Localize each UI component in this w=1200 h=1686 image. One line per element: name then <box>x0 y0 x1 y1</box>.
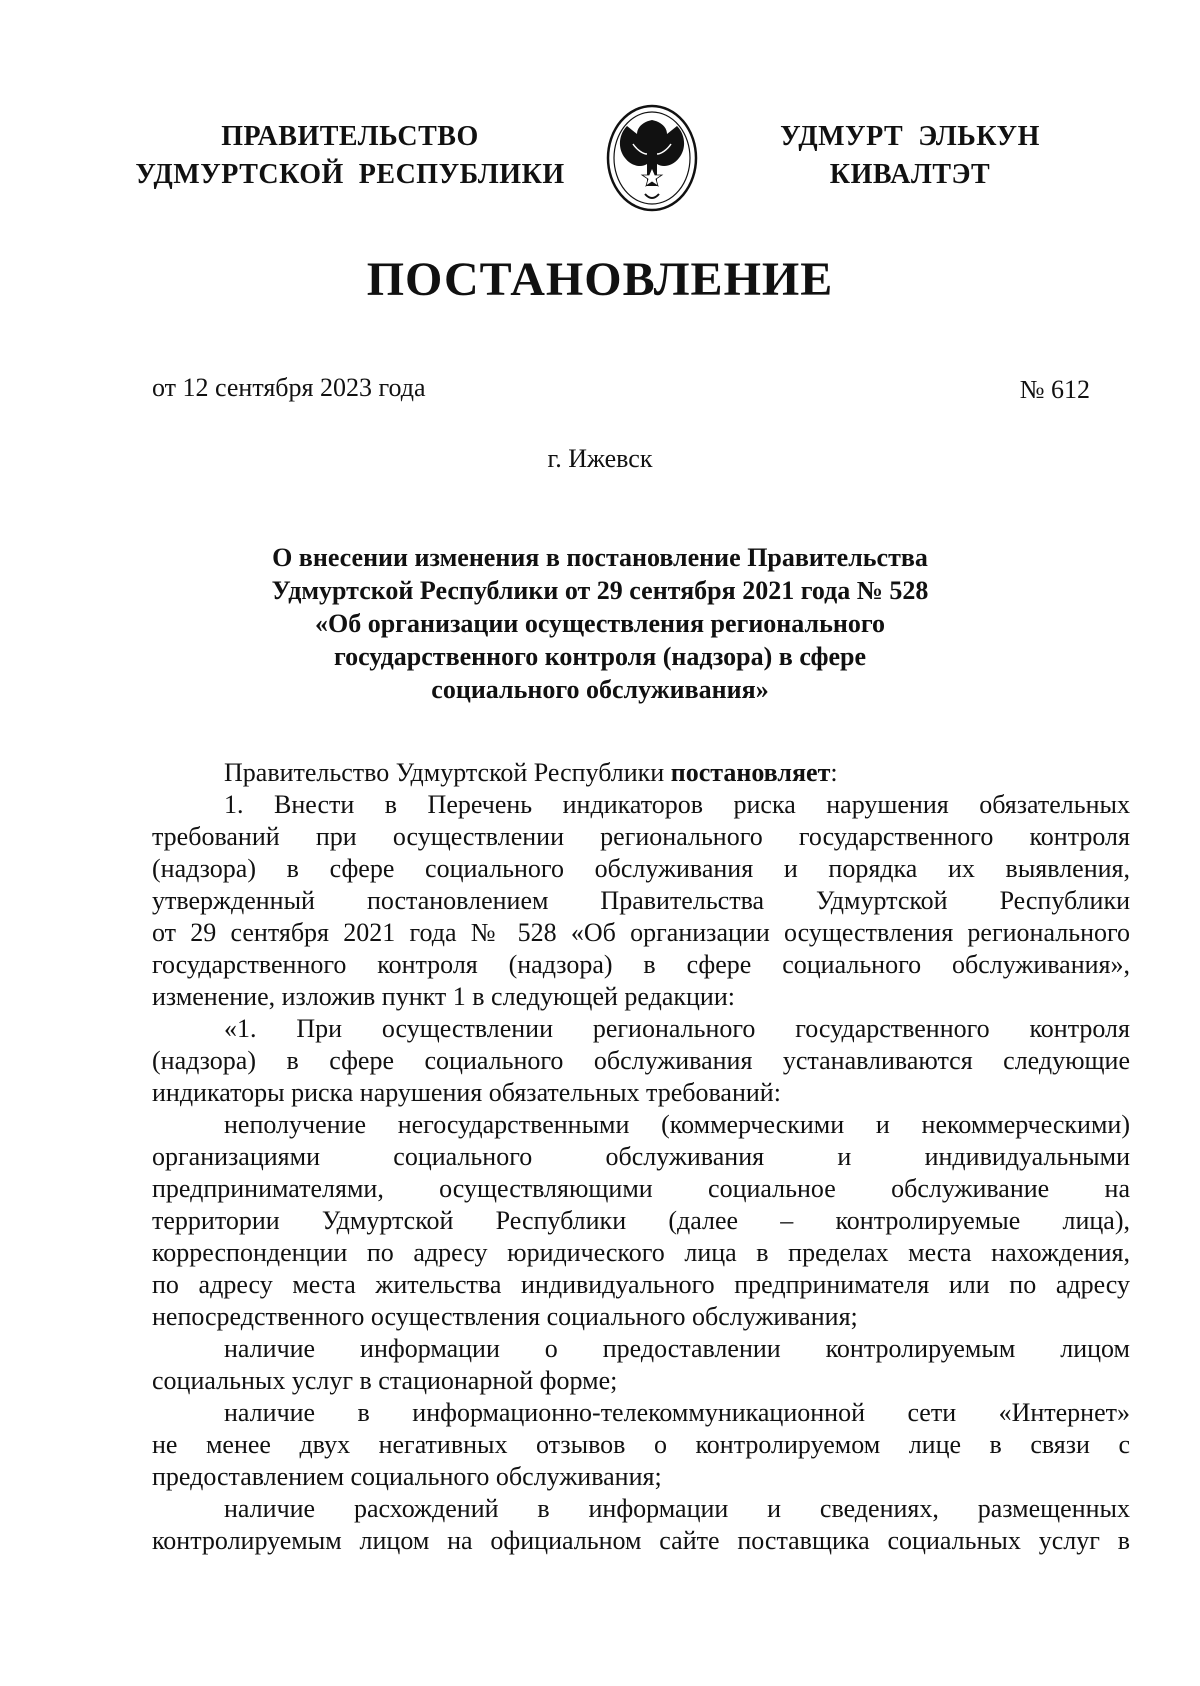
coat-of-arms-icon <box>597 98 707 218</box>
government-name-udmurt <box>760 118 1060 194</box>
subject-line: О внесении изменения в постановление Правительства <box>272 543 928 572</box>
subject-line: социального обслуживания» <box>431 675 769 704</box>
document-subject <box>200 541 1000 706</box>
body-line: от 29 сентября 2021 года № 528 «Об организации осуществления регионального <box>152 918 1130 947</box>
body-line: утвержденный постановлением Правительства Удмуртской Республики <box>152 886 1130 915</box>
body-line: предоставлением социального обслуживания; <box>152 1462 662 1491</box>
intro-keyword: постановляет <box>670 758 831 787</box>
body-line: контролируемым лицом на официальном сайте поставщика социальных услуг в <box>152 1526 1130 1555</box>
body-line: социальных услуг в стационарной форме; <box>152 1366 618 1395</box>
document-type-title: ПОСТАНОВЛЕНИЕ <box>366 253 834 306</box>
intro-colon: : <box>830 758 838 787</box>
document-date: от 12 сентября 2023 года <box>152 373 426 402</box>
body-line: изменение, изложив пункт 1 в следующей редакции: <box>152 982 735 1011</box>
body-line: неполучение негосударственными (коммерческими и некоммерческими) <box>224 1110 1130 1139</box>
body-line: по адресу места жительства индивидуального предпринимателя или по адресу <box>152 1270 1130 1299</box>
subject-line: «Об организации осуществления регионального <box>315 609 885 638</box>
government-name-russian <box>120 118 580 194</box>
body-line: государственного контроля (надзора) в сфере социального обслуживания», <box>152 950 1130 979</box>
body-line: (надзора) в сфере социального обслуживания и порядка их выявления, <box>152 854 1130 883</box>
body-line: наличие в информационно-телекоммуникационной сети «Интернет» <box>224 1398 1130 1427</box>
intro-text: Правительство Удмуртской Республики <box>224 758 671 787</box>
document-city: г. Ижевск <box>547 444 653 473</box>
body-line: (надзора) в сфере социального обслуживания устанавливаются следующие <box>152 1046 1130 1075</box>
header-left-line: ПРАВИТЕЛЬСТВО <box>221 121 479 152</box>
body-line: непосредственного осуществления социального обслуживания; <box>152 1302 858 1331</box>
body-line: корреспонденции по адресу юридического лица в пределах места нахождения, <box>152 1238 1130 1267</box>
intro-paragraph <box>152 757 1130 789</box>
body-line: 1. Внести в Перечень индикаторов риска нарушения обязательных <box>224 790 1130 819</box>
document-body <box>152 757 1130 1557</box>
body-line: не менее двух негативных отзывов о контролируемом лице в связи с <box>152 1430 1130 1459</box>
document-number: № 612 <box>1019 375 1090 404</box>
body-line: наличие информации о предоставлении контролируемым лицом <box>224 1334 1130 1363</box>
header-right-line: УДМУРТ ЭЛЬКУН <box>780 121 1040 152</box>
subject-line: государственного контроля (надзора) в сфере <box>333 642 867 671</box>
subject-line: Удмуртской Республики от 29 сентября 2021 года № 528 <box>271 576 929 605</box>
header-left-line: УДМУРТСКОЙ РЕСПУБЛИКИ <box>135 159 565 190</box>
body-line: требований при осуществлении регионального государственного контроля <box>152 822 1130 851</box>
body-line: предпринимателями, осуществляющими социальное обслуживание на <box>152 1174 1130 1203</box>
body-line: наличие расхождений в информации и сведениях, размещенных <box>224 1494 1130 1523</box>
body-line: индикаторы риска нарушения обязательных требований: <box>152 1078 781 1107</box>
body-line: территории Удмуртской Республики (далее – контролируемые лица), <box>152 1206 1130 1235</box>
body-line: организациями социального обслуживания и индивидуальными <box>152 1142 1130 1171</box>
body-line: «1. При осуществлении регионального государственного контроля <box>224 1014 1130 1043</box>
header-right-line: КИВАЛТЭТ <box>829 159 991 190</box>
